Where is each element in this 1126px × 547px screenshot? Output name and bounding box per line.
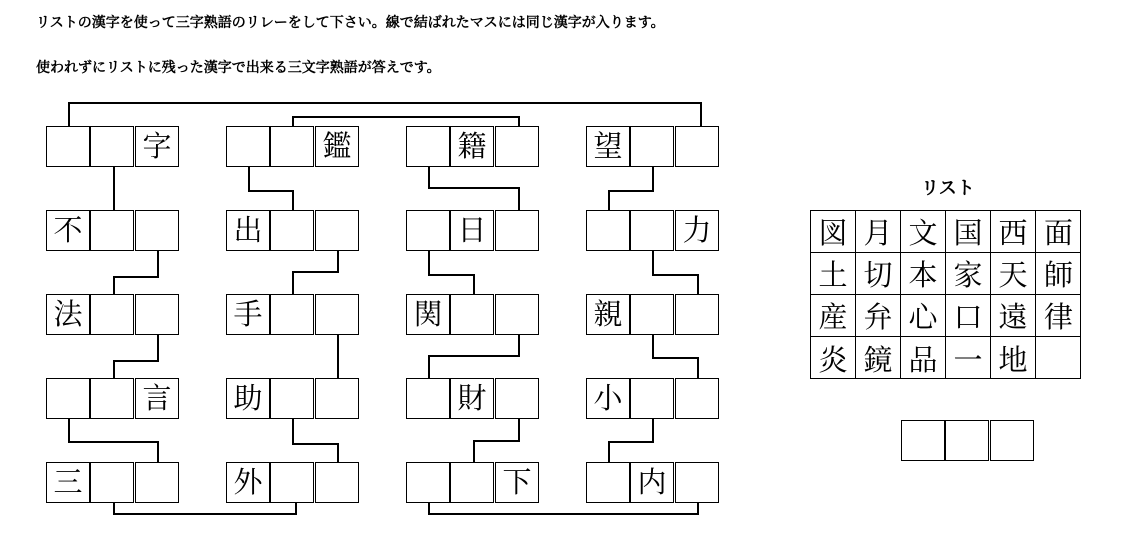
connector-line xyxy=(428,355,430,379)
puzzle-cell[interactable] xyxy=(315,210,359,251)
puzzle-cell[interactable] xyxy=(135,210,179,251)
connector-line xyxy=(652,335,654,359)
connector-line xyxy=(292,443,339,445)
list-kanji-cell: 切 xyxy=(856,253,901,295)
connector-line xyxy=(292,271,294,295)
puzzle-cell[interactable]: 力 xyxy=(675,210,719,251)
list-kanji-cell: 鏡 xyxy=(856,337,901,379)
list-kanji-cell: 口 xyxy=(946,295,991,337)
list-title: リスト xyxy=(921,178,975,199)
connector-line xyxy=(608,441,610,463)
puzzle-cell[interactable] xyxy=(675,378,719,419)
connector-line xyxy=(68,419,70,443)
puzzle-cell[interactable]: 言 xyxy=(135,378,179,419)
kanji-list xyxy=(810,210,1081,379)
connector-line xyxy=(248,190,294,192)
connector-line xyxy=(113,360,159,362)
list-kanji-cell: 遠 xyxy=(991,295,1036,337)
list-kanji-cell: 月 xyxy=(856,211,901,253)
puzzle-cell[interactable]: 不 xyxy=(46,210,90,251)
connector-line xyxy=(652,274,699,276)
puzzle-cell[interactable] xyxy=(135,294,179,335)
puzzle-cell[interactable] xyxy=(270,126,314,167)
connector-line xyxy=(608,190,654,192)
connector-line xyxy=(248,167,250,192)
puzzle-cell[interactable] xyxy=(315,378,359,419)
puzzle-cell[interactable]: 法 xyxy=(46,294,90,335)
connector-line xyxy=(608,441,654,443)
list-kanji-cell xyxy=(1036,337,1081,379)
puzzle-cell[interactable]: 出 xyxy=(226,210,270,251)
answer-cell[interactable] xyxy=(990,420,1034,461)
answer-cell[interactable] xyxy=(901,420,945,461)
connector-line xyxy=(292,190,294,211)
puzzle-cell[interactable]: 外 xyxy=(226,462,270,503)
connector-line xyxy=(428,274,475,276)
puzzle-cell[interactable] xyxy=(270,294,314,335)
connector-line xyxy=(113,513,297,515)
list-kanji-cell: 品 xyxy=(901,337,946,379)
list-kanji-cell: 師 xyxy=(1036,253,1081,295)
list-kanji-cell: 家 xyxy=(946,253,991,295)
list-kanji-cell: 弁 xyxy=(856,295,901,337)
connector-line xyxy=(113,276,159,278)
puzzle-cell[interactable] xyxy=(495,210,539,251)
connector-line xyxy=(113,360,115,379)
puzzle-cell[interactable]: 籍 xyxy=(450,126,494,167)
list-kanji-cell: 面 xyxy=(1036,211,1081,253)
connector-line xyxy=(157,251,159,278)
puzzle-cell[interactable]: 小 xyxy=(586,378,630,419)
puzzle-cell[interactable]: 日 xyxy=(450,210,494,251)
connector-line xyxy=(337,443,339,463)
puzzle-cell[interactable] xyxy=(135,462,179,503)
puzzle-cell[interactable]: 親 xyxy=(586,294,630,335)
puzzle-cell[interactable] xyxy=(675,462,719,503)
connector-line xyxy=(473,440,475,463)
connector-line xyxy=(113,276,115,295)
puzzle-cell[interactable] xyxy=(675,294,719,335)
puzzle-cell[interactable] xyxy=(675,126,719,167)
puzzle-cell[interactable] xyxy=(406,126,450,167)
connector-line xyxy=(697,503,699,515)
puzzle-cell[interactable]: 字 xyxy=(135,126,179,167)
puzzle-cell[interactable]: 財 xyxy=(450,378,494,419)
puzzle-cell[interactable] xyxy=(90,294,134,335)
connector-line xyxy=(652,419,654,443)
answer-cell[interactable] xyxy=(945,420,989,461)
puzzle-cell[interactable] xyxy=(406,378,450,419)
puzzle-cell[interactable] xyxy=(495,294,539,335)
puzzle-cell[interactable] xyxy=(270,210,314,251)
list-kanji-cell: 図 xyxy=(811,211,856,253)
list-kanji-cell: 土 xyxy=(811,253,856,295)
connector-line xyxy=(518,116,520,127)
connector-line xyxy=(68,102,702,104)
list-kanji-cell: 国 xyxy=(946,211,991,253)
connector-line xyxy=(292,271,339,273)
puzzle-cell[interactable] xyxy=(46,126,90,167)
puzzle-cell[interactable] xyxy=(406,462,450,503)
puzzle-cell[interactable] xyxy=(495,378,539,419)
puzzle-cell[interactable] xyxy=(630,294,674,335)
connector-line xyxy=(157,441,159,463)
puzzle-cell[interactable]: 内 xyxy=(630,462,674,503)
instruction-line-1: リストの漢字を使って三字熟語のリレーをして下さい。線で結ばれたマスには同じ漢字が入ります。 xyxy=(36,15,665,31)
puzzle-cell[interactable]: 下 xyxy=(495,462,539,503)
list-kanji-cell: 一 xyxy=(946,337,991,379)
puzzle-cell[interactable] xyxy=(315,294,359,335)
list-kanji-cell: 地 xyxy=(991,337,1036,379)
connector-line xyxy=(428,513,699,515)
puzzle-cell[interactable] xyxy=(586,462,630,503)
connector-line xyxy=(652,251,654,276)
connector-line xyxy=(68,102,70,127)
puzzle-cell[interactable]: 三 xyxy=(46,462,90,503)
puzzle-cell[interactable] xyxy=(90,378,134,419)
connector-line xyxy=(113,503,115,515)
list-kanji-cell: 産 xyxy=(811,295,856,337)
puzzle-cell[interactable] xyxy=(406,210,450,251)
puzzle-cell[interactable] xyxy=(90,210,134,251)
list-kanji-cell: 天 xyxy=(991,253,1036,295)
connector-line xyxy=(337,335,339,379)
instruction-line-2: 使われずにリストに残った漢字で出来る三文字熟語が答えです。 xyxy=(36,60,441,76)
connector-line xyxy=(428,251,430,276)
puzzle-cell[interactable] xyxy=(90,462,134,503)
connector-line xyxy=(518,187,520,211)
connector-line xyxy=(652,167,654,192)
puzzle-cell[interactable]: 鑑 xyxy=(315,126,359,167)
puzzle-cell[interactable] xyxy=(586,210,630,251)
list-kanji-cell: 本 xyxy=(901,253,946,295)
list-kanji-cell: 律 xyxy=(1036,295,1081,337)
connector-line xyxy=(157,335,159,362)
puzzle-cell[interactable] xyxy=(226,126,270,167)
puzzle-cell[interactable] xyxy=(270,462,314,503)
connector-line xyxy=(295,503,297,515)
puzzle-cell[interactable] xyxy=(450,294,494,335)
puzzle-cell[interactable]: 関 xyxy=(406,294,450,335)
puzzle-cell[interactable] xyxy=(630,126,674,167)
connector-line xyxy=(652,357,699,359)
connector-line xyxy=(428,503,430,515)
connector-line xyxy=(428,187,520,189)
puzzle-cell[interactable]: 助 xyxy=(226,378,270,419)
puzzle-cell[interactable] xyxy=(90,126,134,167)
connector-line xyxy=(337,251,339,273)
connector-line xyxy=(68,441,159,443)
connector-line xyxy=(518,335,520,357)
puzzle-cell[interactable]: 望 xyxy=(586,126,630,167)
connector-line xyxy=(518,419,520,442)
puzzle-cell[interactable] xyxy=(495,126,539,167)
puzzle-cell[interactable] xyxy=(450,462,494,503)
puzzle-cell[interactable] xyxy=(630,210,674,251)
connector-line xyxy=(473,440,520,442)
puzzle-cell[interactable] xyxy=(46,378,90,419)
puzzle-cell[interactable] xyxy=(630,378,674,419)
puzzle-cell[interactable]: 手 xyxy=(226,294,270,335)
connector-line xyxy=(700,102,702,127)
list-kanji-cell: 心 xyxy=(901,295,946,337)
connector-line xyxy=(428,355,520,357)
connector-line xyxy=(697,274,699,295)
connector-line xyxy=(428,167,430,189)
connector-line xyxy=(292,116,294,127)
puzzle-cell[interactable] xyxy=(315,462,359,503)
connector-line xyxy=(697,357,699,379)
list-kanji-cell: 炎 xyxy=(811,337,856,379)
list-kanji-cell: 文 xyxy=(901,211,946,253)
connector-line xyxy=(113,167,115,211)
connector-line xyxy=(292,116,520,118)
connector-line xyxy=(473,274,475,295)
connector-line xyxy=(608,190,610,211)
list-kanji-cell: 西 xyxy=(991,211,1036,253)
connector-line xyxy=(292,419,294,445)
puzzle-cell[interactable] xyxy=(270,378,314,419)
